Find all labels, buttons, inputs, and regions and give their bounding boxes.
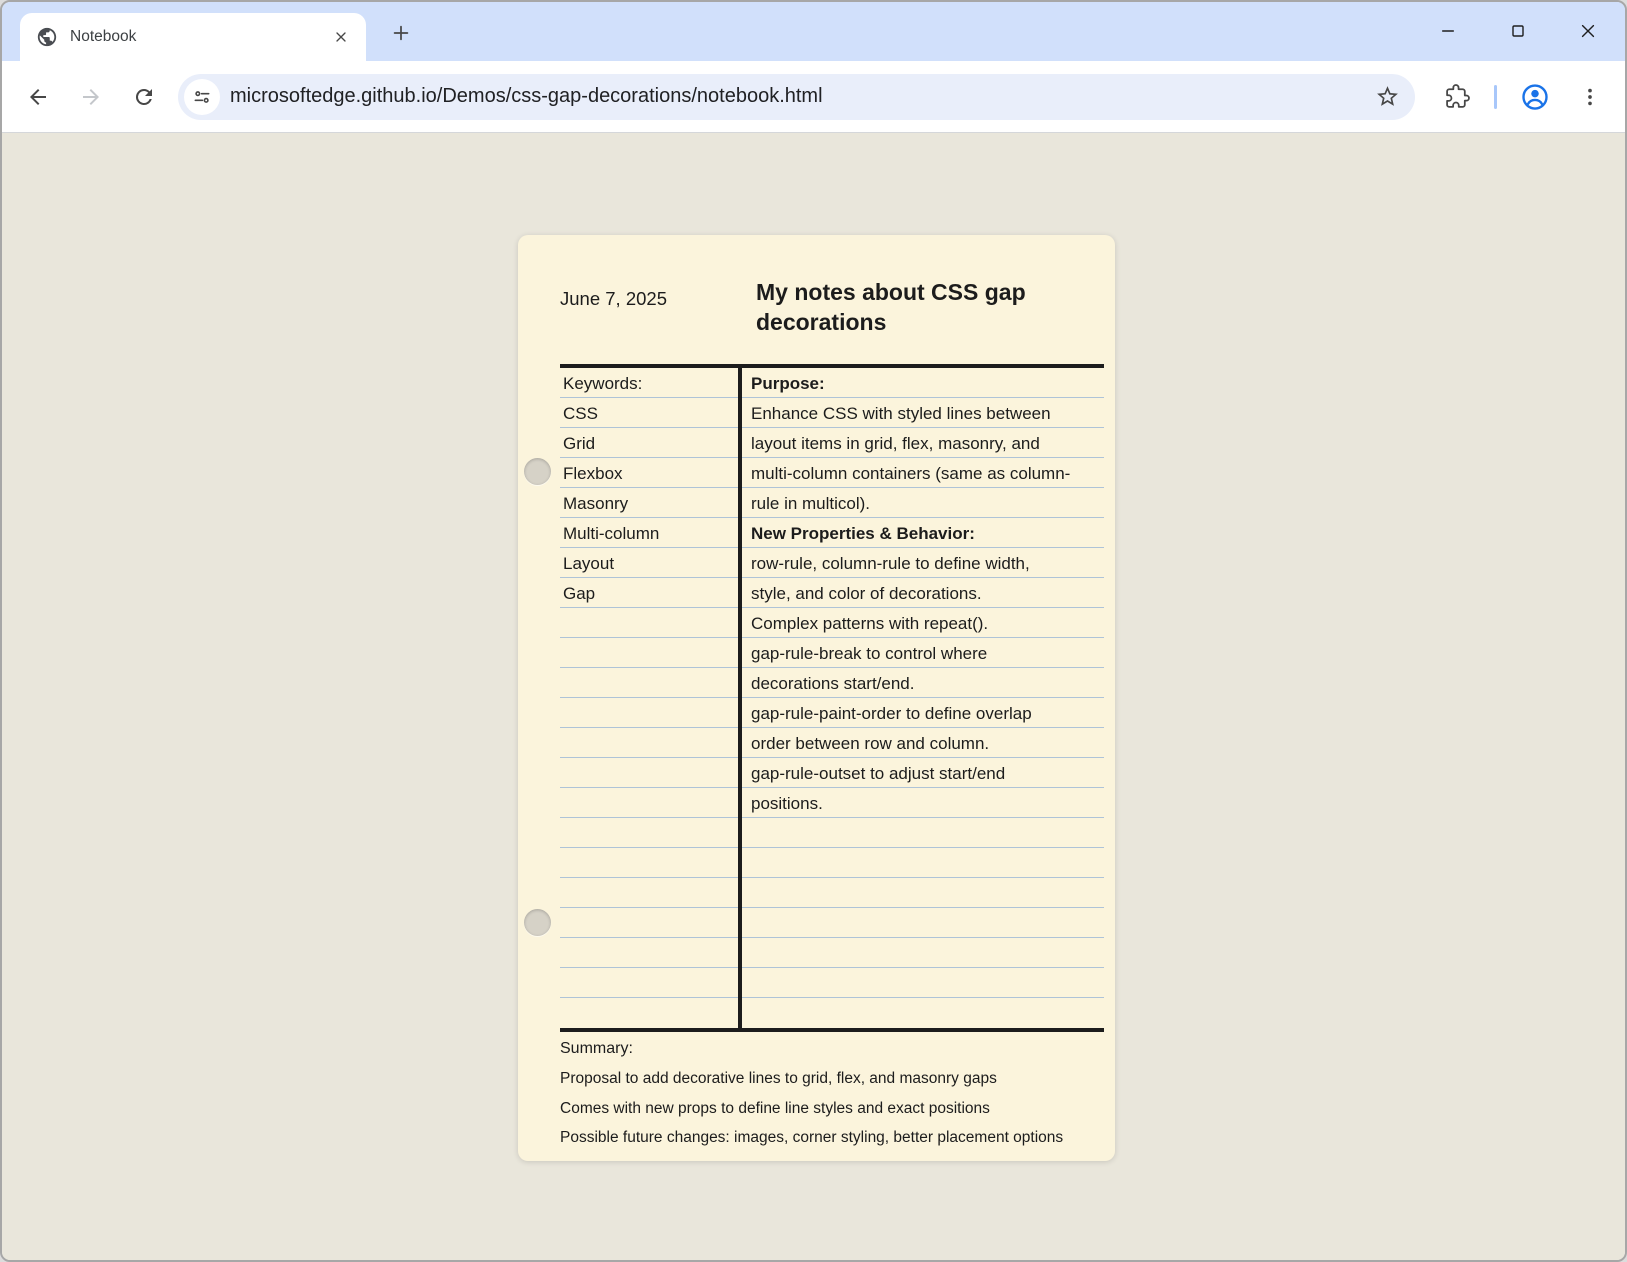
minimize-icon[interactable]	[1413, 10, 1483, 52]
keyword-cell	[560, 938, 738, 968]
note-cell: positions.	[742, 788, 1104, 818]
note-cell: order between row and column.	[742, 728, 1104, 758]
back-arrow-icon[interactable]	[18, 77, 58, 117]
note-cell	[742, 848, 1104, 878]
page-content	[2, 133, 1625, 1260]
keyword-cell	[560, 698, 738, 728]
forward-arrow-icon[interactable]	[71, 77, 111, 117]
note-date: June 7, 2025	[560, 288, 667, 309]
note-cell: row-rule, column-rule to define width,	[742, 548, 1104, 578]
keyword-cell	[560, 638, 738, 668]
three-dot-menu-icon[interactable]	[1570, 77, 1610, 117]
summary-line: Possible future changes: images, corner styling, better placement options	[560, 1129, 1064, 1146]
note-summary	[560, 1040, 1103, 1159]
note-cell	[742, 908, 1104, 938]
note-cell	[742, 938, 1104, 968]
keyword-cell	[560, 848, 738, 878]
keyword-cell	[560, 728, 738, 758]
url-bar[interactable]	[178, 74, 1415, 120]
extensions-puzzle-icon[interactable]	[1437, 77, 1477, 117]
note-table	[560, 364, 1104, 1032]
hole-punch	[524, 458, 551, 485]
keyword-cell: Flexbox	[560, 458, 738, 488]
note-cell: rule in multicol).	[742, 488, 1104, 518]
maximize-icon[interactable]	[1483, 10, 1553, 52]
keyword-cell	[560, 878, 738, 908]
summary-line: Comes with new props to define line styles and exact positions	[560, 1099, 990, 1117]
keyword-cell	[560, 968, 738, 998]
tab-close-icon[interactable]	[328, 24, 354, 50]
keyword-cell	[560, 818, 738, 848]
keyword-cell	[560, 608, 738, 638]
note-cell: New Properties & Behavior:	[742, 518, 1104, 548]
notes-column	[742, 368, 1104, 1028]
keyword-cell: Multi-column	[560, 518, 738, 548]
keyword-cell	[560, 998, 738, 1028]
note-cell	[742, 878, 1104, 908]
window-controls	[1413, 10, 1623, 52]
note-cell: multi-column containers (same as column-	[742, 458, 1104, 488]
tab-title: Notebook	[70, 28, 137, 45]
globe-favicon-icon	[36, 26, 58, 48]
keyword-cell: Keywords:	[560, 368, 738, 398]
note-cell: style, and color of decorations.	[742, 578, 1104, 608]
toolbar	[2, 61, 1625, 133]
profile-icon[interactable]	[1515, 77, 1555, 117]
note-cell	[742, 968, 1104, 998]
keyword-cell: Gap	[560, 578, 738, 608]
url-text[interactable]: microsoftedge.github.io/Demos/css-gap-decorations/notebook.html	[230, 85, 823, 107]
keyword-cell: Masonry	[560, 488, 738, 518]
note-cell	[742, 998, 1104, 1028]
summary-line: Proposal to add decorative lines to grid, flex, and masonry gaps	[560, 1070, 997, 1087]
keyword-cell: Layout	[560, 548, 738, 578]
keyword-cell: CSS	[560, 398, 738, 428]
note-cell: gap-rule-paint-order to define overlap	[742, 698, 1104, 728]
keyword-cell	[560, 788, 738, 818]
reload-icon[interactable]	[124, 77, 164, 117]
notebook-card	[518, 235, 1115, 1161]
note-cell: decorations start/end.	[742, 668, 1104, 698]
note-cell: gap-rule-break to control where	[742, 638, 1104, 668]
bookmark-star-icon[interactable]	[1371, 81, 1403, 113]
titlebar	[2, 2, 1625, 61]
new-tab-icon[interactable]	[386, 18, 416, 48]
keyword-cell	[560, 758, 738, 788]
window-close-icon[interactable]	[1553, 10, 1623, 52]
keywords-column	[560, 368, 742, 1028]
toolbar-divider	[1494, 85, 1497, 109]
note-header	[560, 277, 1103, 337]
keyword-cell: Grid	[560, 428, 738, 458]
note-cell: Enhance CSS with styled lines between	[742, 398, 1104, 428]
hole-punch	[524, 909, 551, 936]
note-cell: layout items in grid, flex, masonry, and	[742, 428, 1104, 458]
summary-label: Summary:	[560, 1040, 633, 1057]
site-settings-tune-icon[interactable]	[184, 79, 220, 115]
note-cell: Purpose:	[742, 368, 1104, 398]
keyword-cell	[560, 668, 738, 698]
browser-tab[interactable]	[20, 13, 366, 61]
note-cell: Complex patterns with repeat().	[742, 608, 1104, 638]
note-cell	[742, 818, 1104, 848]
keyword-cell	[560, 908, 738, 938]
page-title: My notes about CSS gap decorations	[756, 279, 1026, 335]
note-cell: gap-rule-outset to adjust start/end	[742, 758, 1104, 788]
